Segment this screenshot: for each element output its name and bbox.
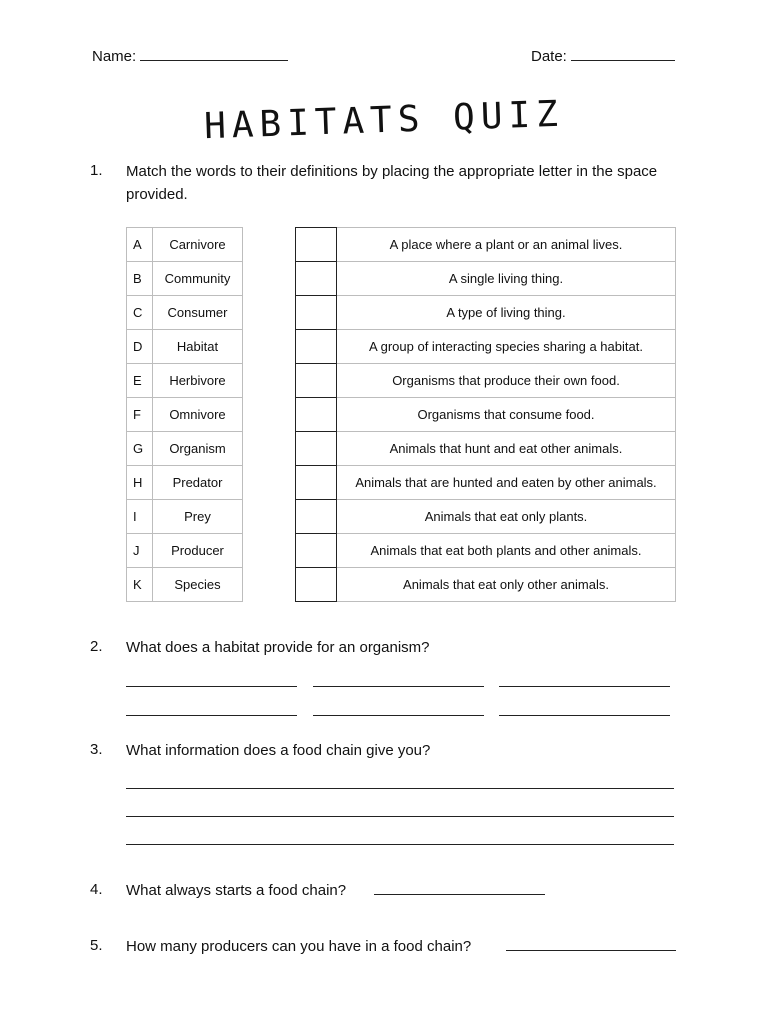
question-2-number: 2. bbox=[90, 638, 103, 655]
answer-box[interactable] bbox=[296, 330, 337, 364]
term-letter: I bbox=[127, 500, 153, 534]
definition-row bbox=[296, 534, 676, 568]
question-1-number: 1. bbox=[90, 162, 103, 179]
term-letter: E bbox=[127, 364, 153, 398]
term-row bbox=[127, 534, 243, 568]
terms-table bbox=[126, 227, 243, 602]
answer-line[interactable] bbox=[126, 788, 674, 789]
answer-line[interactable] bbox=[499, 686, 670, 687]
question-5-text: How many producers can you have in a food chain? bbox=[126, 938, 472, 955]
page-title: HABITATS QUIZ bbox=[203, 93, 565, 148]
answer-line[interactable] bbox=[126, 715, 297, 716]
definition-text: A type of living thing. bbox=[337, 296, 676, 330]
term-letter: G bbox=[127, 432, 153, 466]
name-field bbox=[92, 46, 288, 65]
definition-row bbox=[296, 398, 676, 432]
answer-box[interactable] bbox=[296, 364, 337, 398]
term-word: Producer bbox=[153, 534, 243, 568]
answer-line[interactable] bbox=[126, 844, 674, 845]
answer-box[interactable] bbox=[296, 296, 337, 330]
term-row bbox=[127, 500, 243, 534]
term-word: Predator bbox=[153, 466, 243, 500]
term-letter: C bbox=[127, 296, 153, 330]
definition-row bbox=[296, 262, 676, 296]
definition-row bbox=[296, 568, 676, 602]
name-label: Name: bbox=[92, 48, 137, 65]
question-5-number: 5. bbox=[90, 937, 103, 954]
answer-box[interactable] bbox=[296, 228, 337, 262]
term-letter: J bbox=[127, 534, 153, 568]
date-blank[interactable] bbox=[571, 46, 675, 61]
definition-text: Organisms that produce their own food. bbox=[337, 364, 676, 398]
term-row bbox=[127, 568, 243, 602]
term-row bbox=[127, 398, 243, 432]
term-row bbox=[127, 432, 243, 466]
term-row bbox=[127, 364, 243, 398]
answer-box[interactable] bbox=[296, 398, 337, 432]
definition-row bbox=[296, 432, 676, 466]
date-label: Date: bbox=[531, 48, 567, 65]
answer-line[interactable] bbox=[126, 816, 674, 817]
term-letter: D bbox=[127, 330, 153, 364]
definitions-table bbox=[295, 227, 676, 602]
definition-text: A single living thing. bbox=[337, 262, 676, 296]
term-word: Habitat bbox=[153, 330, 243, 364]
term-row bbox=[127, 296, 243, 330]
definition-text: Animals that hunt and eat other animals. bbox=[337, 432, 676, 466]
date-field bbox=[531, 46, 675, 65]
definition-row bbox=[296, 330, 676, 364]
term-row bbox=[127, 262, 243, 296]
name-blank[interactable] bbox=[140, 46, 288, 61]
term-word: Community bbox=[153, 262, 243, 296]
question-2-text: What does a habitat provide for an organism? bbox=[126, 639, 430, 656]
answer-line[interactable] bbox=[374, 894, 545, 895]
definition-text: Animals that are hunted and eaten by other animals. bbox=[337, 466, 676, 500]
answer-line[interactable] bbox=[506, 950, 676, 951]
definition-row bbox=[296, 364, 676, 398]
definition-text: A place where a plant or an animal lives. bbox=[337, 228, 676, 262]
term-word: Organism bbox=[153, 432, 243, 466]
question-4-text: What always starts a food chain? bbox=[126, 882, 347, 899]
term-letter: K bbox=[127, 568, 153, 602]
term-word: Prey bbox=[153, 500, 243, 534]
answer-box[interactable] bbox=[296, 262, 337, 296]
question-3-text: What information does a food chain give you? bbox=[126, 742, 431, 759]
term-word: Consumer bbox=[153, 296, 243, 330]
question-3-number: 3. bbox=[90, 741, 103, 758]
definition-text: Organisms that consume food. bbox=[337, 398, 676, 432]
answer-line[interactable] bbox=[499, 715, 670, 716]
term-letter: B bbox=[127, 262, 153, 296]
definition-row bbox=[296, 296, 676, 330]
term-word: Carnivore bbox=[153, 228, 243, 262]
definition-text: Animals that eat both plants and other animals. bbox=[337, 534, 676, 568]
term-word: Herbivore bbox=[153, 364, 243, 398]
term-row bbox=[127, 466, 243, 500]
answer-box[interactable] bbox=[296, 466, 337, 500]
term-word: Omnivore bbox=[153, 398, 243, 432]
answer-box[interactable] bbox=[296, 534, 337, 568]
term-letter: F bbox=[127, 398, 153, 432]
definition-row bbox=[296, 466, 676, 500]
answer-line[interactable] bbox=[313, 686, 484, 687]
definition-row bbox=[296, 228, 676, 262]
question-4-number: 4. bbox=[90, 881, 103, 898]
term-letter: A bbox=[127, 228, 153, 262]
answer-line[interactable] bbox=[126, 686, 297, 687]
definition-text: A group of interacting species sharing a habitat. bbox=[337, 330, 676, 364]
term-word: Species bbox=[153, 568, 243, 602]
answer-line[interactable] bbox=[313, 715, 484, 716]
question-1-text: Match the words to their definitions by placing the appropriate letter in the space provided. bbox=[126, 163, 658, 203]
definition-text: Animals that eat only plants. bbox=[337, 500, 676, 534]
answer-box[interactable] bbox=[296, 500, 337, 534]
definition-text: Animals that eat only other animals. bbox=[337, 568, 676, 602]
definition-row bbox=[296, 500, 676, 534]
term-row bbox=[127, 330, 243, 364]
answer-box[interactable] bbox=[296, 568, 337, 602]
term-letter: H bbox=[127, 466, 153, 500]
answer-box[interactable] bbox=[296, 432, 337, 466]
term-row bbox=[127, 228, 243, 262]
